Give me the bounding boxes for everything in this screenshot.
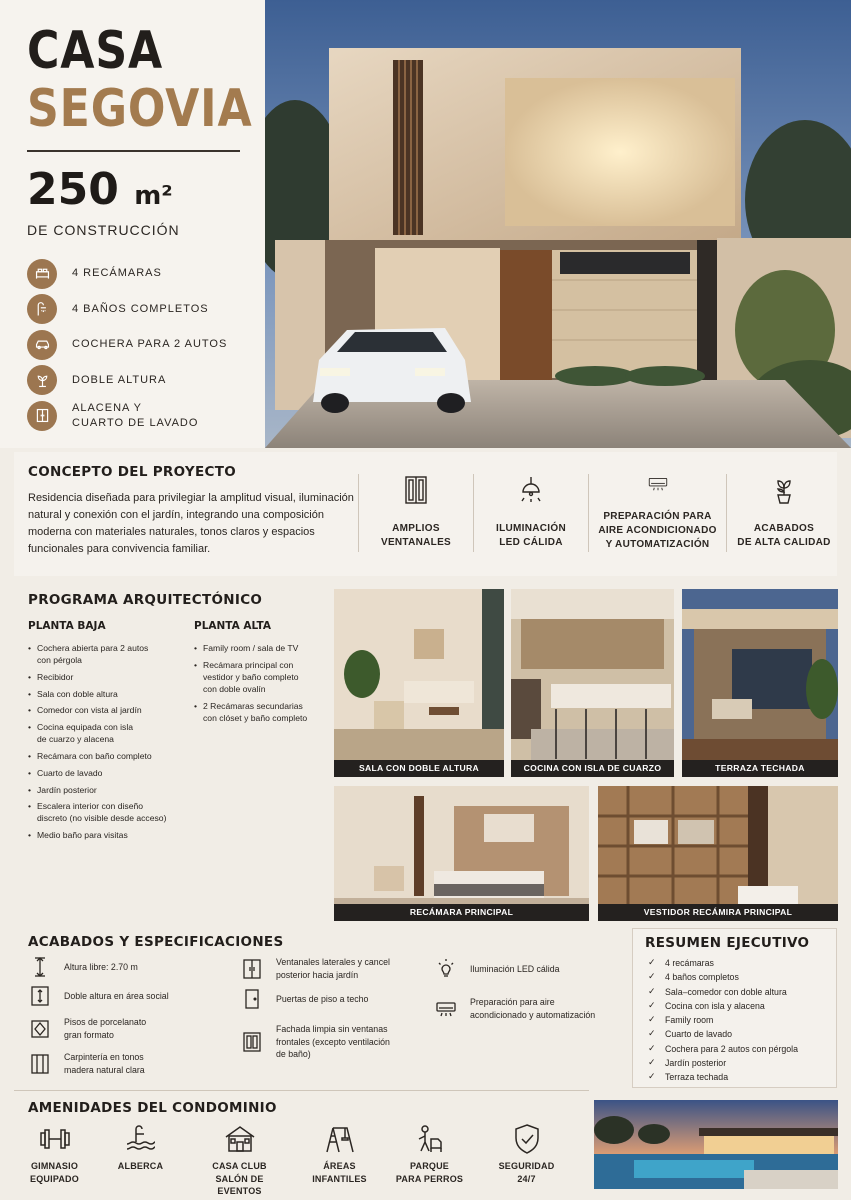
- feature-label: 4 BAÑOS COMPLETOS: [72, 302, 209, 315]
- resumen-list: [648, 956, 798, 1085]
- programa-section: [14, 580, 334, 925]
- spec-item: [242, 988, 368, 1010]
- list-item: • Escalera interior con diseño discreto (no visible desde acceso): [28, 800, 188, 824]
- concept-item: [358, 474, 473, 552]
- facade-icon: [242, 1031, 262, 1053]
- sliding-window-icon: [242, 958, 262, 980]
- list-item: ✓ 4 recámaras: [648, 956, 798, 970]
- spec-item: [242, 1023, 390, 1061]
- window-icon: [400, 474, 432, 506]
- spec-label: Carpintería en tonos madera natural clara: [64, 1052, 145, 1075]
- photo-sala: [334, 589, 504, 777]
- concept-description: Residencia diseñada para privilegiar la amplitud visual, iluminación natural y conexión con el jardín, integrando una composición moderna con materiales naturales, tonos claros y espacios funcionales para convivencia familiar.: [28, 492, 354, 555]
- planta-baja-list: [28, 642, 188, 841]
- area-unit: m²: [134, 181, 173, 211]
- playground-icon: [323, 1122, 357, 1156]
- facade-photo: [265, 0, 851, 448]
- list-item: ✓ Cochera para 2 autos con pérgola: [648, 1042, 798, 1056]
- wood-door-icon: [30, 1053, 50, 1075]
- list-item: • Cocina equipada con isla de cuarzo y alacena: [28, 721, 188, 745]
- spec-label: Ventanales laterales y cancel posterior hacia jardín: [276, 957, 390, 980]
- amenity-item: [382, 1122, 477, 1185]
- list-item: • Cochera abierta para 2 autos con pérgola: [28, 642, 188, 666]
- amenity-label: GIMNASIO EQUIPADO: [30, 1161, 79, 1184]
- double-height-icon: [30, 985, 50, 1007]
- spec-item: [30, 1051, 145, 1076]
- list-item: ✓ Jardín posterior: [648, 1056, 798, 1070]
- title-divider: [27, 150, 240, 152]
- spec-item: [30, 956, 138, 978]
- concept-item: [726, 474, 841, 552]
- list-item: ✓ Sala–comedor con doble altura: [648, 985, 798, 999]
- shield-icon: [510, 1122, 544, 1156]
- concept-item-label: ACABADOS DE ALTA CALIDAD: [737, 523, 831, 548]
- area-value: 250: [27, 164, 119, 215]
- car-icon: [27, 330, 57, 360]
- potted-plant-icon: [768, 474, 800, 506]
- hero-info-panel: [0, 0, 265, 448]
- list-item: • Medio baño para visitas: [28, 829, 188, 841]
- photo-caption: VESTIDOR RECÁMIRA PRINCIPAL: [598, 904, 838, 921]
- photo-caption: COCINA CON ISLA DE CUARZO: [511, 760, 674, 777]
- spec-item: [30, 1016, 146, 1041]
- planta-alta-column: [194, 620, 329, 728]
- bed-icon: [27, 259, 57, 289]
- cabinet-icon: [27, 401, 57, 431]
- amenity-label: ÁREAS INFANTILES: [312, 1161, 367, 1184]
- feature-item: [27, 363, 265, 399]
- photo-recamara: [334, 786, 589, 921]
- list-item: • Family room / sala de TV: [194, 642, 329, 654]
- spec-item: [242, 956, 390, 981]
- spec-label: Puertas de piso a techo: [276, 993, 369, 1004]
- amenity-item: [292, 1122, 387, 1185]
- photo-cocina: [511, 589, 674, 777]
- spec-label: Altura libre: 2.70 m: [64, 961, 138, 972]
- amenity-label: SEGURIDAD 24/7: [498, 1161, 555, 1184]
- list-item: • Recibidor: [28, 671, 188, 683]
- photo-vestidor: [598, 786, 838, 921]
- resumen-title: RESUMEN EJECUTIVO: [645, 935, 810, 951]
- height-icon: [30, 956, 50, 978]
- feature-label: ALACENA Y CUARTO DE LAVADO: [72, 401, 199, 429]
- acabados-title: ACABADOS Y ESPECIFICACIONES: [28, 934, 284, 950]
- plant-icon: [27, 365, 57, 395]
- acabados-section: [14, 928, 624, 1088]
- photo-caption: SALA CON DOBLE ALTURA: [334, 760, 504, 777]
- planta-alta-list: [194, 642, 329, 724]
- air-conditioner-icon: [436, 998, 456, 1020]
- resumen-box: [632, 928, 837, 1088]
- spec-item: [436, 996, 595, 1021]
- list-item: ✓ Cuarto de lavado: [648, 1027, 798, 1041]
- dumbbell-icon: [38, 1122, 72, 1156]
- spec-label: Pisos de porcelanato gran formato: [64, 1017, 147, 1040]
- concept-item: [588, 474, 726, 552]
- spec-label: Iluminación LED cálida: [470, 963, 560, 974]
- list-item: • 2 Recámaras secundarias con clóset y baño completo: [194, 700, 329, 724]
- planta-baja-title: PLANTA BAJA: [28, 620, 106, 632]
- concept-highlights: [358, 474, 841, 552]
- pool-icon: [124, 1122, 158, 1156]
- list-item: • Recámara principal con vestidor y baño completo con doble ovalín: [194, 659, 329, 695]
- list-item: • Cuarto de lavado: [28, 767, 188, 779]
- amenity-item: [479, 1122, 574, 1185]
- area-caption: DE CONSTRUCCIÓN: [27, 222, 180, 238]
- planta-alta-title: PLANTA ALTA: [194, 620, 271, 632]
- planta-baja-column: [28, 620, 188, 846]
- spec-item: [30, 985, 169, 1007]
- list-item: ✓ Family room: [648, 1013, 798, 1027]
- list-item: ✓ Terraza techada: [648, 1070, 798, 1084]
- list-item: • Jardín posterior: [28, 784, 188, 796]
- title-line-2: SEGOVIA: [27, 79, 253, 139]
- photo-caption: TERRAZA TECHADA: [682, 760, 838, 777]
- amenity-label: ALBERCA: [117, 1161, 164, 1171]
- list-item: • Comedor con vista al jardín: [28, 704, 188, 716]
- photo-terraza: [682, 589, 838, 777]
- pool-photo: [594, 1100, 838, 1189]
- amenidades-title: AMENIDADES DEL CONDOMINIO: [28, 1100, 277, 1116]
- concept-item: [473, 474, 588, 552]
- bulb-icon: [436, 958, 456, 980]
- concept-item-label: ILUMINACIÓN LED CÁLIDA: [496, 523, 566, 548]
- feature-label: DOBLE ALTURA: [72, 373, 167, 386]
- amenity-label: PARQUE PARA PERROS: [395, 1161, 464, 1184]
- photo-caption: RECÁMARA PRINCIPAL: [334, 904, 589, 921]
- list-item: ✓ 4 baños completos: [648, 970, 798, 984]
- title-line-1: CASA: [27, 21, 164, 81]
- shower-icon: [27, 294, 57, 324]
- feature-item: [27, 256, 265, 292]
- spec-label: Doble altura en área social: [64, 990, 169, 1001]
- area-figure: [27, 166, 265, 220]
- air-conditioner-icon: [642, 474, 674, 494]
- clubhouse-icon: [223, 1122, 257, 1156]
- concept-section: [14, 452, 837, 576]
- feature-item: [27, 292, 265, 328]
- spec-label: Preparación para aire acondicionado y automatización: [470, 997, 596, 1020]
- concept-item-label: PREPARACIÓN PARA AIRE ACONDICIONADO Y AUTOMATIZACIÓN: [598, 511, 717, 550]
- amenidades-section: [14, 1094, 589, 1194]
- amenity-item: [93, 1122, 188, 1173]
- amenity-item: [192, 1122, 287, 1198]
- programa-title: PROGRAMA ARQUITECTÓNICO: [28, 592, 263, 608]
- feature-item: [27, 398, 265, 434]
- door-icon: [242, 988, 262, 1010]
- lamp-icon: [515, 474, 547, 506]
- feature-item: [27, 327, 265, 363]
- tile-icon: [30, 1018, 50, 1040]
- section-divider: [14, 1090, 589, 1091]
- list-item: ✓ Cocina con isla y alacena: [648, 999, 798, 1013]
- feature-label: 4 RECÁMARAS: [72, 267, 162, 280]
- feature-list: [27, 256, 265, 434]
- dog-park-icon: [413, 1122, 447, 1156]
- amenity-item: [7, 1122, 102, 1185]
- list-item: • Sala con doble altura: [28, 688, 188, 700]
- concept-item-label: AMPLIOS VENTANALES: [380, 523, 452, 548]
- feature-label: COCHERA PARA 2 AUTOS: [72, 338, 228, 351]
- concept-title: CONCEPTO DEL PROYECTO: [28, 464, 236, 480]
- spec-label: Fachada limpia sin ventanas frontales (excepto ventilación de baño): [276, 1024, 390, 1059]
- amenity-label: CASA CLUB SALÓN DE EVENTOS: [212, 1161, 267, 1196]
- spec-item: [436, 958, 559, 980]
- list-item: • Recámara con baño completo: [28, 750, 188, 762]
